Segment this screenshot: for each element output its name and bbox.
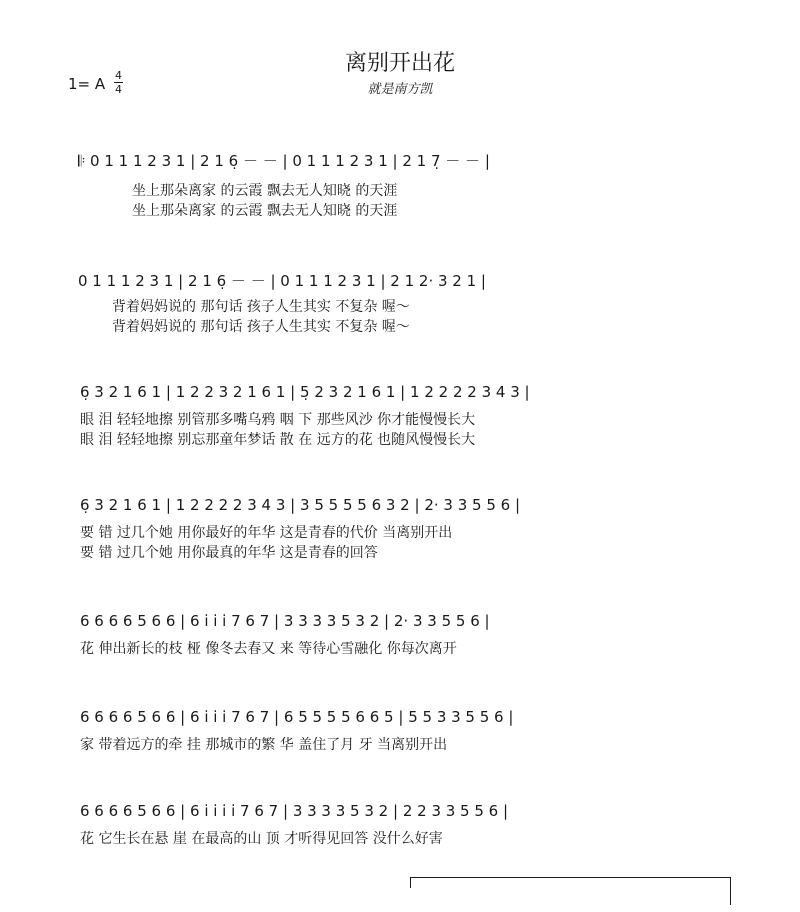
staff-system-5 <box>0 612 800 722</box>
notation-line: 6 6 6 6 5 6 6 | 6 i̇ i̇ i̇ 7 6 7 | 6 5 5 5 5 6 6 5 | 5 5 3 3 5 5 6 | <box>80 708 514 726</box>
notation-line: 0 1 1 1 2 3 1 | 2 1 6̣ － － | 0 1 1 1 2 3 1 | 2 1 2· 3 2 1 | <box>78 272 486 290</box>
lyric-line-2: 坐上那朵离家 的云霞 飘去无人知晓 的天涯 <box>132 203 398 219</box>
staff-system-7 <box>0 802 800 912</box>
notation-line: 𝄆 0 1 1 1 2 3 1 | 2 1 6̣ － － | 0 1 1 1 2 3 1 | 2 1 7̣ － － | <box>78 152 490 170</box>
staff-system-4 <box>0 496 800 606</box>
lyric-line-1: 眼 泪 轻轻地擦 别管那多嘴乌鸦 咽 下 那些风沙 你才能慢慢长大 <box>80 412 476 428</box>
lyric-line-2: 要 错 过几个她 用你最真的年华 这是青春的回答 <box>80 545 378 561</box>
composer: 就是南方凯 <box>367 82 433 97</box>
staff-system-2 <box>0 270 800 380</box>
staff-system-1 <box>0 150 800 260</box>
notation-line: 6 6 6 6 5 6 6 | 6 i̇ i̇ i̇ i̇ 7 6 7 | 3 3 3 3 5 3 2 | 2 2 3 3 5 5 6 | <box>80 802 509 820</box>
time-signature-bottom: 4 <box>115 83 122 96</box>
lyric-line-2: 背着妈妈说的 那句话 孩子人生其实 不复杂 喔～ <box>112 319 410 335</box>
barline <box>730 877 731 905</box>
lyric-line-1: 花 伸出新长的枝 桠 像冬去春又 来 等待心雪融化 你每次离开 <box>80 641 457 657</box>
lyric-line-1: 花 它生长在悬 崖 在最高的山 顶 才听得见回答 没什么好害 <box>80 831 443 847</box>
time-signature-top: 4 <box>115 69 122 82</box>
volta-bracket <box>410 877 731 888</box>
key-signature: 1= A <box>68 75 106 93</box>
notation-line: 6̣ 3 2 1 6 1 | 1 2 2 2 2 3 4 3 | 3 5 5 5 5 6 3 2 | 2· 3 3 5 5 6 | <box>80 496 521 514</box>
time-signature <box>114 70 123 95</box>
notation-line: 6̣ 3 2 1 6 1 | 1 2 2 3 2 1 6 1 | 5̣ 2 3 2 1 6 1 | 1 2 2 2 2 3 4 3 | <box>80 383 530 401</box>
notation-line: 6 6 6 6 5 6 6 | 6 i̇ i̇ i̇ 7 6 7 | 3 3 3 3 5 3 2 | 2· 3 3 5 5 6 | <box>80 612 490 630</box>
lyric-line-1: 坐上那朵离家 的云霞 飘去无人知晓 的天涯 <box>132 183 398 199</box>
song-title: 离别开出花 <box>344 51 455 76</box>
lyric-line-2: 眼 泪 轻轻地擦 别忘那童年梦话 散 在 远方的花 也随风慢慢长大 <box>80 432 476 448</box>
lyric-line-1: 背着妈妈说的 那句话 孩子人生其实 不复杂 喔～ <box>112 299 410 315</box>
lyric-line-1: 家 带着远方的牵 挂 那城市的繁 华 盖住了月 牙 当离别开出 <box>80 737 448 753</box>
staff-system-3 <box>0 383 800 493</box>
lyric-line-1: 要 错 过几个她 用你最好的年华 这是青春的代价 当离别开出 <box>80 525 453 541</box>
